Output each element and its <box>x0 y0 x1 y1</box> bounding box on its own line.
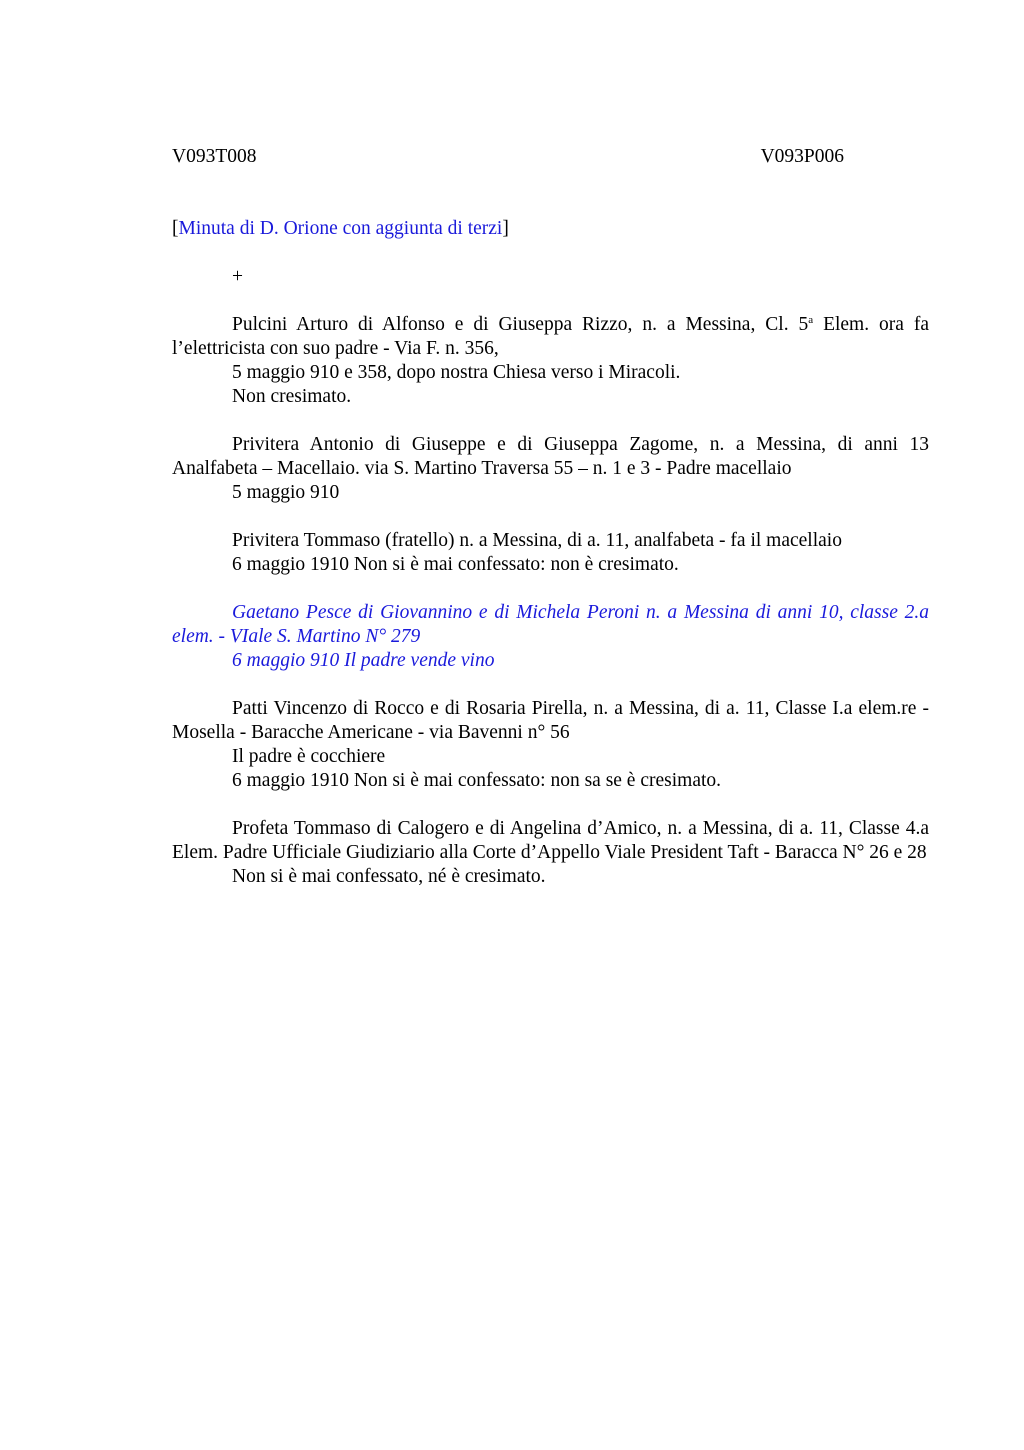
entry-first-line: Privitera Antonio di Giuseppe e di Giuseppa Zagome, n. a Messina, di anni 13 Analfabeta – Macellaio. via S. Martino Traversa 55 – n. 1 e 3 - Padre macellaio <box>172 434 929 479</box>
superscript: a <box>808 314 814 326</box>
entry-first-line: Profeta Tommaso di Calogero e di Angelina d’Amico, n. a Messina, di a. 11, Classe 4.a Elem. Padre Ufficiale Giudiziario alla Corte d’Appello Viale President Taft - Baracca N° 26 e 28 <box>172 818 929 863</box>
document-page <box>172 145 929 889</box>
document-code-right: V093P006 <box>760 146 844 167</box>
entry-line: Il padre è cocchiere <box>232 746 386 767</box>
entry-text-part: Pulcini Arturo di Alfonso e di Giuseppa Rizzo, n. a Messina, Cl. 5 <box>232 314 809 335</box>
document-code-left: V093T008 <box>172 146 257 167</box>
entry-privitera-antonio <box>172 433 929 505</box>
bracket-close: ] <box>502 218 509 239</box>
entry-pulcini <box>172 313 929 409</box>
entry-line: 6 maggio 1910 Non si è mai confessato: non è cresimato. <box>232 554 679 575</box>
entry-pesce-annotation <box>172 601 929 673</box>
document-codes <box>172 145 929 169</box>
editorial-note-text: Minuta di D. Orione con aggiunta di terzi <box>178 218 503 239</box>
entry-first-line: Patti Vincenzo di Rocco e di Rosaria Pirella, n. a Messina, di a. 11, Classe I.a elem.re - Mosella - Baracche Americane - via Bavenni n° 56 <box>172 698 929 743</box>
entry-privitera-tommaso <box>172 529 929 577</box>
editorial-note <box>172 217 929 241</box>
cross-mark: + <box>232 266 243 287</box>
entry-first-line <box>172 313 929 361</box>
entry-line: 5 maggio 910 e 358, dopo nostra Chiesa verso i Miracoli. <box>232 362 681 383</box>
entry-line: 5 maggio 910 <box>232 482 340 503</box>
entry-text-part: Elem. ora fa l’elettricista con suo padre - Via F. n. 356, <box>172 314 929 359</box>
entry-line: Non cresimato. <box>232 386 352 407</box>
entry-first-line: Privitera Tommaso (fratello) n. a Messina, di a. 11, analfabeta - fa il macellaio <box>232 530 842 551</box>
bracket-open: [ <box>172 218 179 239</box>
entry-patti <box>172 697 929 793</box>
entry-line: 6 maggio 910 Il padre vende vino <box>232 650 495 671</box>
entry-line: Non si è mai confessato, né è cresimato. <box>232 866 546 887</box>
entry-first-line: Gaetano Pesce di Giovannino e di Michela Peroni n. a Messina di anni 10, classe 2.a elem. - VIale S. Martino N° 279 <box>172 602 929 647</box>
entry-profeta <box>172 817 929 889</box>
entry-line: 6 maggio 1910 Non si è mai confessato: non sa se è cresimato. <box>232 770 722 791</box>
